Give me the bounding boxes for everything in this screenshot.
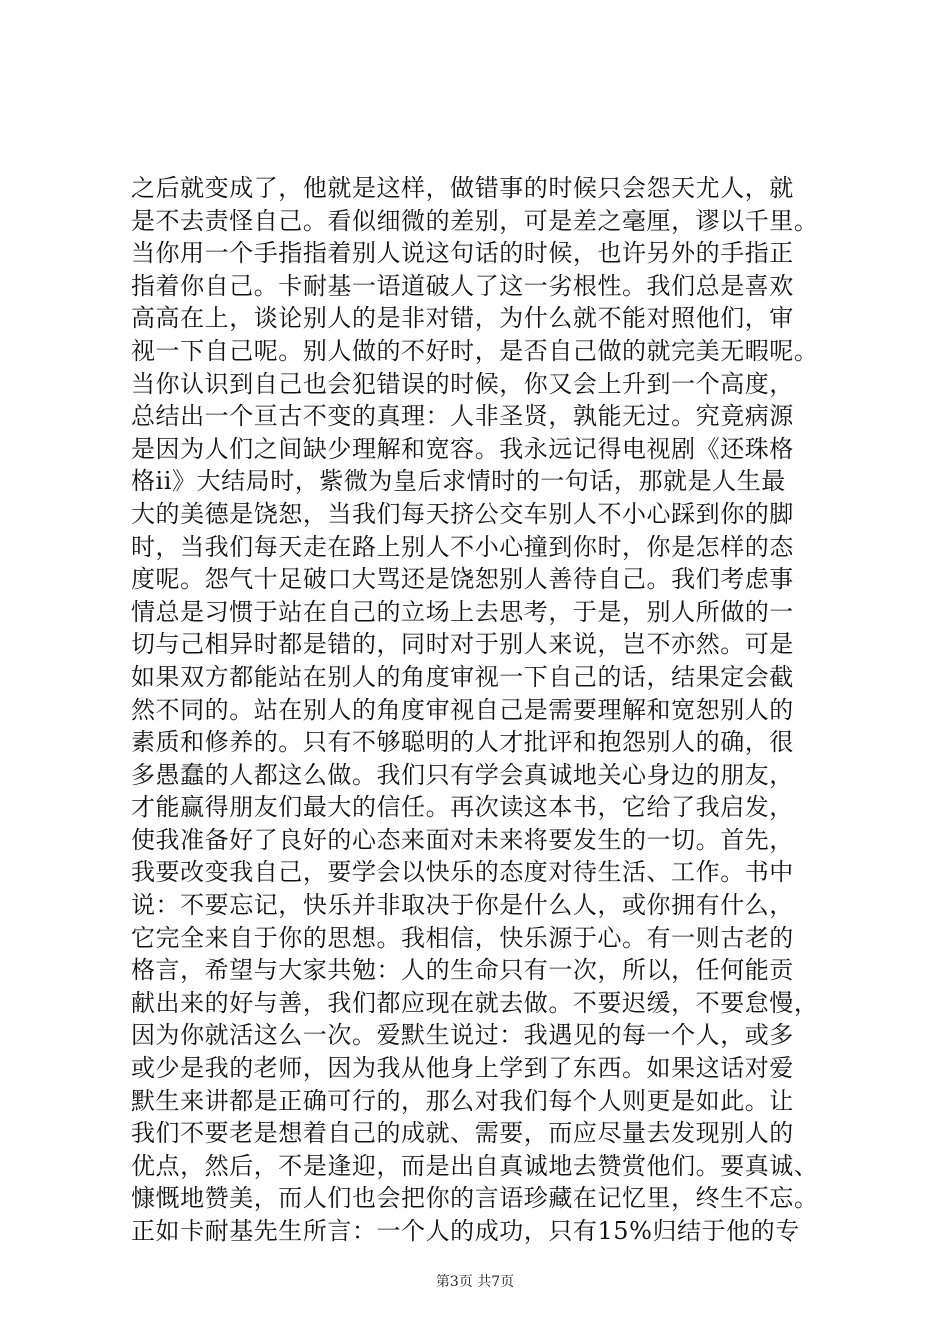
text-line: 当你用一个手指指着别人说这句话的时候，也许另外的手指正 [131, 239, 794, 268]
text-line: 格ii》大结局时，紫微为皇后求情时的一句话，那就是人生最 [131, 467, 786, 496]
text-line: 总结出一个亘古不变的真理：人非圣贤，孰能无过。究竟病源 [131, 402, 794, 431]
text-line: 然不同的。站在别人的角度审视自己是需要理解和宽恕别人的 [131, 695, 794, 724]
text-line: 如果双方都能站在别人的角度审视一下自己的话，结果定会截 [131, 662, 794, 691]
text-line: 多愚蠢的人都这么做。我们只有学会真诚地关心身边的朋友， [131, 760, 794, 789]
text-line: 当你认识到自己也会犯错误的时候，你又会上升到一个高度， [131, 369, 794, 398]
text-line: 时，当我们每天走在路上别人不小心撞到你时，你是怎样的态 [131, 532, 794, 561]
text-line: 它完全来自于你的思想。我相信，快乐源于心。有一则古老的 [131, 923, 794, 952]
text-line: 正如卡耐基先生所言：一个人的成功，只有15%归结于他的专 [131, 1217, 800, 1245]
text-line: 因为你就活这么一次。爱默生说过：我遇见的每一个人，或多 [131, 1021, 794, 1050]
text-line: 慷慨地赞美，而人们也会把你的言语珍藏在记忆里，终生不忘。 [131, 1184, 819, 1213]
text-line: 我们不要老是想着自己的成就、需要，而应尽量去发现别人的 [131, 1119, 794, 1148]
text-line: 优点，然后，不是逢迎，而是出自真诚地去赞赏他们。要真诚、 [131, 1151, 819, 1180]
text-line: 是因为人们之间缺少理解和宽容。我永远记得电视剧《还珠格 [131, 434, 794, 463]
text-line: 使我准备好了良好的心态来面对未来将要发生的一切。首先， [131, 825, 794, 854]
text-line: 默生来讲都是正确可行的，那么对我们每个人则更是如此。让 [131, 1086, 794, 1115]
text-line: 是不去责怪自己。看似细微的差别，可是差之毫厘，谬以千里。 [131, 206, 819, 235]
text-line: 素质和修养的。只有不够聪明的人才批评和抱怨别人的确，很 [131, 728, 794, 757]
text-line: 献出来的好与善，我们都应现在就去做。不要迟缓，不要怠慢， [131, 988, 819, 1017]
page-footer: 第3页 共7页 [435, 1274, 515, 1290]
text-line: 大的美德是饶恕，当我们每天挤公交车别人不小心踩到你的脚 [131, 499, 794, 528]
text-line: 格言，希望与大家共勉：人的生命只有一次，所以，任何能贡 [131, 956, 794, 985]
text-line: 高高在上，谈论别人的是非对错，为什么就不能对照他们，审 [131, 304, 794, 333]
text-line: 指着你自己。卡耐基一语道破人了这一劣根性。我们总是喜欢 [131, 271, 794, 300]
text-line: 视一下自己呢。别人做的不好时，是否自己做的就完美无暇呢。 [131, 336, 819, 365]
text-line: 我要改变我自己，要学会以快乐的态度对待生活、工作。书中 [131, 858, 794, 887]
text-line: 说：不要忘记，快乐并非取决于你是什么人，或你拥有什么， [131, 891, 794, 920]
body-text [131, 172, 831, 1248]
text-line: 或少是我的老师，因为我从他身上学到了东西。如果这话对爱 [131, 1054, 794, 1083]
text-line: 情总是习惯于站在自己的立场上去思考，于是，别人所做的一 [131, 597, 794, 626]
text-line: 度呢。怨气十足破口大骂还是饶恕别人善待自己。我们考虑事 [131, 565, 794, 594]
text-line: 之后就变成了，他就是这样，做错事的时候只会怨天尤人，就 [131, 174, 794, 202]
text-line: 切与己相异时都是错的，同时对于别人来说，岂不亦然。可是 [131, 630, 794, 659]
text-line: 才能赢得朋友们最大的信任。再次读这本书，它给了我启发， [131, 793, 794, 822]
